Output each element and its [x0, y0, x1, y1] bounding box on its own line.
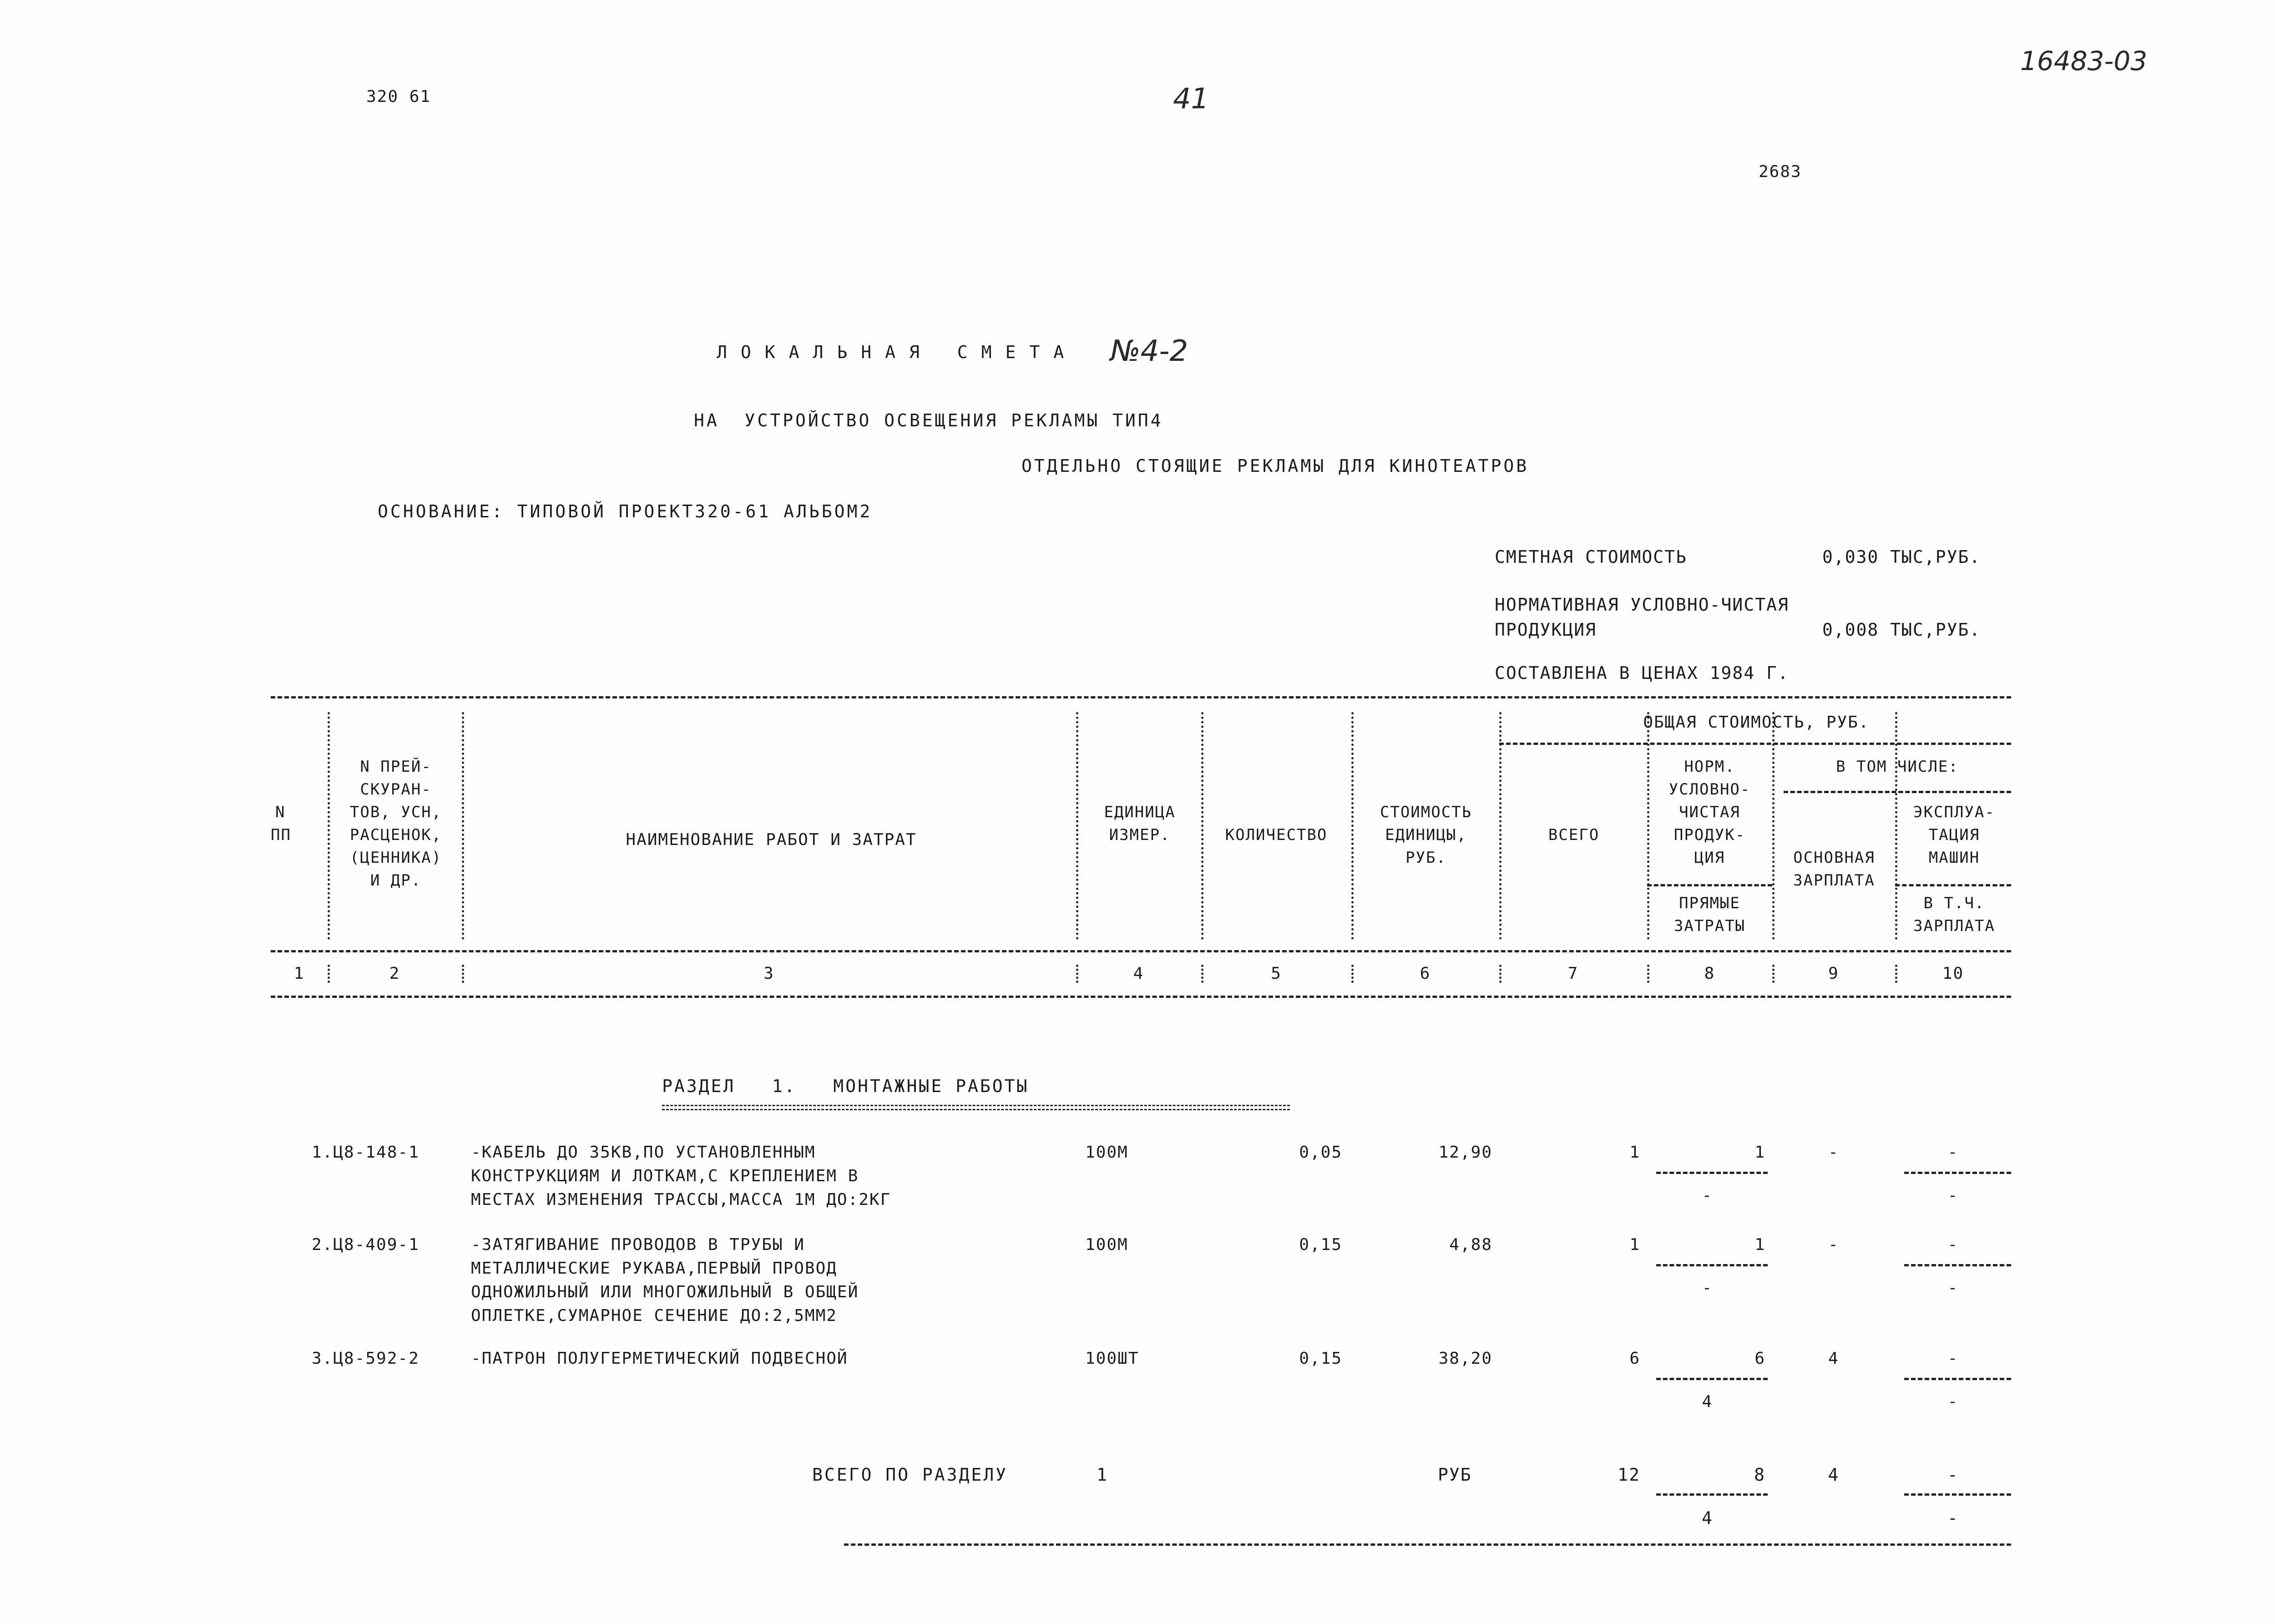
norm-value: 0,008 ТЫС,РУБ. [1822, 620, 1981, 640]
estimate-number: №4-2 [1110, 334, 1188, 368]
item-base-wage: - [1828, 1143, 1839, 1162]
title-subtitle-1: НА УСТРОЙСТВО ОСВЕЩЕНИЯ РЕКЛАМЫ ТИП4 [694, 410, 1163, 430]
header-incl: В ТОМ ЧИСЛЕ: [1836, 758, 1959, 776]
header-col9-line: ЗАРПЛАТА [1793, 871, 1875, 890]
item-norm-production: 6 [1754, 1349, 1765, 1368]
header-col4-line: ЕДИНИЦА [1104, 803, 1176, 821]
header-col9-line: ОСНОВНАЯ [1793, 849, 1875, 867]
item-direct-costs: 4 [1702, 1392, 1713, 1411]
title-subtitle-2: ОТДЕЛЬНО СТОЯЩИЕ РЕКЛАМЫ ДЛЯ КИНОТЕАТРОВ [1021, 456, 1529, 476]
item-quantity: 0,05 [1299, 1143, 1342, 1162]
item-description-line: МЕСТАХ ИЗМЕНЕНИЯ ТРАССЫ,МАССА 1М ДО:2КГ [471, 1190, 891, 1209]
page-number: 41 [1173, 82, 1209, 115]
item-unit: 100М [1085, 1143, 1128, 1162]
header-column-separator [1201, 712, 1203, 940]
item-machine-wage: - [1947, 1186, 1959, 1205]
item-machine-cost: - [1947, 1235, 1959, 1254]
header-col2-line: И ДР. [370, 871, 422, 890]
header-col8b-line: ЗАТРАТЫ [1673, 917, 1746, 935]
item-code: 3.Ц8-592-2 [312, 1349, 420, 1368]
column-number: 2 [389, 964, 400, 983]
section-total-mach: - [1947, 1465, 1959, 1485]
item-mach-subrule [1904, 1264, 2011, 1266]
item-code: 1.Ц8-148-1 [312, 1143, 420, 1162]
header-col8-line: ПРОДУК- [1673, 826, 1746, 844]
header-col5: КОЛИЧЕСТВО [1225, 826, 1328, 844]
header-col2-line: ТОВ, УСН, [349, 803, 442, 821]
column-number: 9 [1828, 964, 1839, 983]
column-number: 10 [1942, 964, 1964, 983]
cost-label: СМЕТНАЯ СТОИМОСТЬ [1495, 547, 1687, 567]
table-top-rule [271, 696, 2011, 698]
header-col2-line: N ПРЕЙ- [360, 758, 432, 776]
item-unit-price: 4,88 [1449, 1235, 1492, 1254]
item-total: 1 [1629, 1235, 1640, 1254]
item-description-line: -КАБЕЛЬ ДО 35КВ,ПО УСТАНОВЛЕННЫМ [471, 1143, 816, 1162]
header-col6-line: РУБ. [1405, 849, 1446, 867]
header-col10b-line: В Т.Ч. [1923, 894, 1985, 912]
item-unit-price: 12,90 [1438, 1143, 1492, 1162]
item-base-wage: 4 [1828, 1349, 1839, 1368]
section-total-mach-wage: - [1947, 1508, 1959, 1528]
section-total-unit: РУБ [1438, 1465, 1472, 1485]
incl-sub-rule [1784, 791, 2011, 793]
header-col1-line: ПП [271, 826, 291, 844]
norm-sub-rule-2 [1895, 884, 2011, 886]
prices-line: СОСТАВЛЕНА В ЦЕНАХ 1984 Г. [1495, 663, 1789, 683]
item-machine-cost: - [1947, 1143, 1959, 1162]
series-code: 320 61 [366, 87, 431, 106]
section-total-norm-subrule [1656, 1493, 1768, 1496]
item-direct-costs: - [1702, 1279, 1713, 1297]
section-end-rule [844, 1543, 2011, 1546]
header-col8-line: УСЛОВНО- [1668, 780, 1751, 799]
item-norm-production: 1 [1754, 1143, 1765, 1162]
column-number: 7 [1567, 964, 1579, 983]
header-column-separator [1499, 712, 1502, 940]
header-total-group: ОБЩАЯ СТОИМОСТЬ, РУБ. [1643, 713, 1870, 732]
basis-line: ОСНОВАНИЕ: ТИПОВОЙ ПРОЕКТ320-61 АЛЬБОМ2 [378, 501, 873, 521]
section-total-num: 1 [1097, 1465, 1108, 1485]
item-norm-subrule [1656, 1378, 1768, 1380]
header-col10-line: ЭКСПЛУА- [1913, 803, 1995, 821]
item-description-line: МЕТАЛЛИЧЕСКИЕ РУКАВА,ПЕРВЫЙ ПРОВОД [471, 1259, 837, 1278]
column-number: 6 [1420, 964, 1431, 983]
item-machine-wage: - [1947, 1392, 1959, 1411]
item-description-line: -ПАТРОН ПОЛУГЕРМЕТИЧЕСКИЙ ПОДВЕСНОЙ [471, 1349, 848, 1368]
header-column-separator [1772, 712, 1774, 940]
item-mach-subrule [1904, 1378, 2011, 1380]
header-col6-line: ЕДИНИЦЫ, [1385, 826, 1467, 844]
header-col10-line: ТАЦИЯ [1928, 826, 1980, 844]
norm-sub-rule-1 [1647, 884, 1772, 886]
item-machine-cost: - [1947, 1349, 1959, 1368]
header-column-separator [1076, 712, 1078, 940]
item-unit: 100М [1085, 1235, 1128, 1254]
section-title: РАЗДЕЛ 1. МОНТАЖНЫЕ РАБОТЫ [662, 1076, 1029, 1096]
header-col6-line: СТОИМОСТЬ [1380, 803, 1472, 821]
table-header-bottom-rule [271, 950, 2011, 952]
header-col8-line: ЦИЯ [1694, 849, 1725, 867]
header-col2-line: СКУРАН- [360, 780, 432, 799]
section-total-value: 12 [1618, 1465, 1640, 1485]
table-colnum-bottom-rule [271, 996, 2011, 998]
header-col8-line: ЧИСТАЯ [1679, 803, 1740, 821]
column-number: 1 [293, 964, 305, 983]
section-total-wage: 4 [1828, 1465, 1840, 1485]
header-col2-line: (ЦЕННИКА) [349, 849, 442, 867]
column-number: 3 [763, 964, 774, 983]
section-total-mach-subrule [1904, 1493, 2011, 1496]
item-base-wage: - [1828, 1235, 1839, 1254]
item-quantity: 0,15 [1299, 1349, 1342, 1368]
item-norm-production: 1 [1754, 1235, 1765, 1254]
norm-label-1: НОРМАТИВНАЯ УСЛОВНО-ЧИСТАЯ [1495, 595, 1789, 615]
item-description-line: ОДНОЖИЛЬНЫЙ ИЛИ МНОГОЖИЛЬНЫЙ В ОБЩЕЙ [471, 1283, 859, 1301]
norm-label-2: ПРОДУКЦИЯ [1495, 620, 1597, 640]
section-title-underline [662, 1105, 1290, 1110]
item-total: 6 [1629, 1349, 1640, 1368]
estimate-title: ЛОКАЛЬНАЯ СМЕТА [717, 342, 1078, 362]
item-code: 2.Ц8-409-1 [312, 1235, 420, 1254]
section-total-norm: 8 [1754, 1465, 1765, 1485]
header-col8-line: НОРМ. [1684, 758, 1735, 776]
header-col2-line: РАСЦЕНОК, [349, 826, 442, 844]
item-description-line: ОПЛЕТКЕ,СУМАРНОЕ СЕЧЕНИЕ ДО:2,5ММ2 [471, 1306, 837, 1325]
column-number: 4 [1133, 964, 1144, 983]
header-col1-line: N [275, 803, 286, 821]
item-unit: 100ШТ [1085, 1349, 1139, 1368]
header-col7: ВСЕГО [1548, 826, 1600, 844]
header-col10-line: МАШИН [1928, 849, 1980, 867]
header-column-separator [1351, 712, 1354, 940]
section-total-direct: 4 [1702, 1508, 1713, 1528]
item-unit-price: 38,20 [1438, 1349, 1492, 1368]
sheet-code: 2683 [1759, 162, 1802, 181]
item-mach-subrule [1904, 1172, 2011, 1174]
item-direct-costs: - [1702, 1186, 1713, 1205]
header-col8b-line: ПРЯМЫЕ [1679, 894, 1740, 912]
header-column-separator [462, 712, 464, 940]
item-machine-wage: - [1947, 1279, 1959, 1297]
header-col4-line: ИЗМЕР. [1109, 826, 1171, 844]
item-quantity: 0,15 [1299, 1235, 1342, 1254]
item-description-line: КОНСТРУКЦИЯМ И ЛОТКАМ,С КРЕПЛЕНИЕМ В [471, 1167, 859, 1185]
item-norm-subrule [1656, 1172, 1768, 1174]
cost-value: 0,030 ТЫС,РУБ. [1822, 547, 1981, 567]
total-cost-group-rule [1499, 743, 2011, 745]
header-col3: НАИМЕНОВАНИЕ РАБОТ И ЗАТРАТ [626, 830, 917, 849]
column-number: 5 [1271, 964, 1282, 983]
section-total-label: ВСЕГО ПО РАЗДЕЛУ [812, 1465, 1008, 1485]
document-number: 16483-03 [2020, 46, 2148, 76]
item-total: 1 [1629, 1143, 1640, 1162]
item-description-line: -ЗАТЯГИВАНИЕ ПРОВОДОВ В ТРУБЫ И [471, 1235, 805, 1254]
column-number: 8 [1704, 964, 1715, 983]
header-col10b-line: ЗАРПЛАТА [1913, 917, 1995, 935]
header-column-separator [328, 712, 330, 940]
item-norm-subrule [1656, 1264, 1768, 1266]
